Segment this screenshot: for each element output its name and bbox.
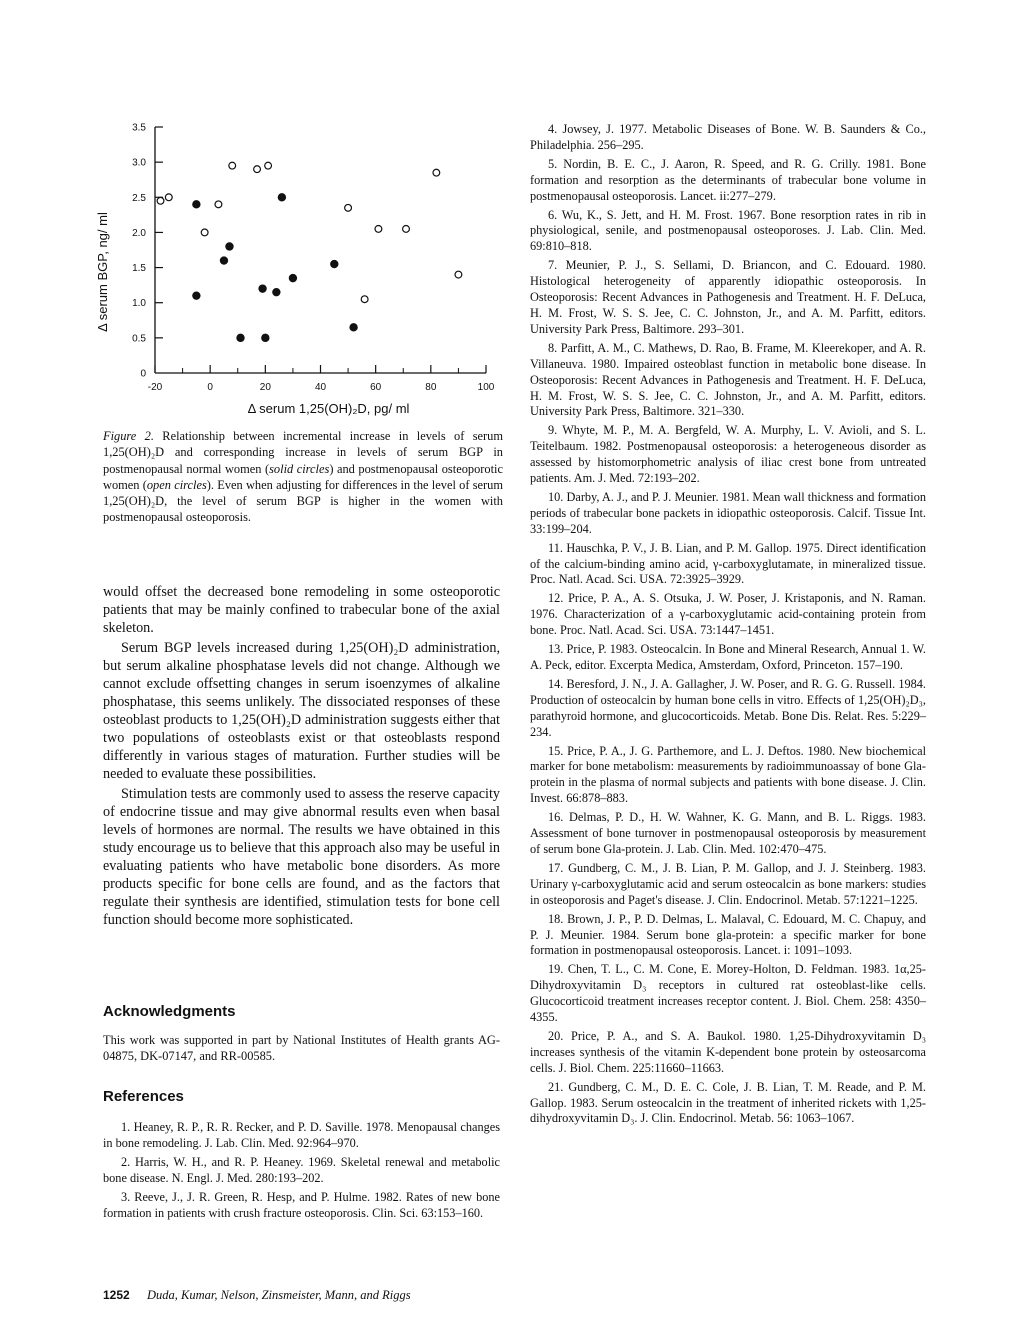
open-data-point xyxy=(165,194,172,201)
reference-item: 9. Whyte, M. P., M. A. Bergfeld, W. A. Murphy, L. V. Avioli, and S. L. Teitelbaum. 1982. Postmenopausal osteoporosis: a heterogeneous disorder as assessed by histomorphometric analysis of iliac crest bone from untreated patients. Am. J. Med. 72:193–202. xyxy=(530,423,926,486)
open-data-point xyxy=(254,166,261,173)
open-data-point xyxy=(403,226,410,233)
open-data-point xyxy=(361,296,368,303)
x-tick-label: 60 xyxy=(370,382,382,393)
open-data-point xyxy=(215,201,222,208)
running-head: Duda, Kumar, Nelson, Zinsmeister, Mann, and Riggs xyxy=(147,1288,411,1302)
body-text xyxy=(103,583,500,931)
solid-data-point xyxy=(331,260,338,267)
x-tick-label: 40 xyxy=(314,382,327,393)
reference-item: 8. Parfitt, A. M., C. Mathews, D. Rao, B. Frame, M. Kleerekoper, and A. R. Villaneuva. 1980. Impaired osteoblast function in metabolic bone disease. In Osteoporosis: Recent Advances in Pathogenesis and Treatment. H. F. DeLuca, H. M. Frost, W. S. S. Jee, C. C. Johnston, Jr., and A. M. Parfitt, editors. University Park Press, Baltimore. 321–330. xyxy=(530,340,926,419)
body-paragraph-1: would offset the decreased bone remodeling in some osteoporotic patients that may be mainly confined to trabecular bone of the axial skeleton. xyxy=(103,584,500,636)
reference-item: 7. Meunier, P. J., S. Sellami, D. Briancon, and C. Edouard. 1980. Histological heterogeneity of apparently idiopathic osteoporosis. In Osteoporosis: Recent Advances in Pathogenesis and Treatment. H. F. DeLuca, H. M. Frost, W. S. S. Jee, C. C. Johnston, Jr., and A. M. Parfitt, editors. University Park Press, Baltimore. 293–301. xyxy=(530,258,926,336)
references-list-left xyxy=(103,1120,500,1224)
caption-text-1: Relationship between incremental increase in levels of serum 1,25(OH)₂D and corresponding increase in levels of serum BGP in postmenopausal normal women ( xyxy=(103,429,504,476)
x-tick-label: -20 xyxy=(147,382,163,393)
figure-caption xyxy=(103,428,503,526)
y-axis-label: Δ serum BGP, ng/ ml xyxy=(95,212,110,332)
solid-data-point xyxy=(220,257,227,264)
reference-item: 16. Delmas, P. D., H. W. Wahner, K. G. Mann, and B. L. Riggs. 1983. Assessment of bone turnover in postmenopausal osteoporosis by measurement of serum bone Gla-protein. J. Lab. Clin. Med. 102:470–475. xyxy=(530,810,926,856)
x-tick-label: 0 xyxy=(207,382,213,393)
reference-item: 21. Gundberg, C. M., D. E. C. Cole, J. B. Lian, T. M. Reade, and P. M. Gallop. 1983. Serum osteocalcin in the treatment of inherited rickets with 1,25-dihydroxyvitamin D₃. J. Clin. Endocrinol. Metab. 56: 1063–1067. xyxy=(530,1079,926,1126)
open-data-point xyxy=(201,229,208,236)
reference-item: 2. Harris, W. H., and R. P. Heaney. 1969. Skeletal renewal and metabolic bone disease. N. Engl. J. Med. 280:193–202. xyxy=(103,1154,500,1185)
solid-data-point xyxy=(350,324,357,331)
reference-item: 19. Chen, T. L., C. M. Cone, E. Morey-Holton, D. Feldman. 1983. 1α,25-Dihydroxyvitamin D₃ receptors in cultured rat osteoblast-like cells. Glucocorticoid treatment increases receptor content. J. Biol. Chem. 258: 4350–4355. xyxy=(530,962,926,1025)
reference-item: 11. Hauschka, P. V., J. B. Lian, and P. M. Gallop. 1975. Direct identification of the calcium-binding amino acid, γ-carboxyglutamate, in mineralized tissue. Proc. Natl. Acad. Sci. USA. 72:3925–3929. xyxy=(530,540,926,587)
y-tick-label: 2.5 xyxy=(132,192,146,204)
caption-open-circles: open circles xyxy=(146,477,207,492)
solid-data-point xyxy=(278,194,285,201)
scatter-figure xyxy=(92,108,512,420)
solid-data-point xyxy=(193,201,200,208)
reference-item: 6. Wu, K., S. Jett, and H. M. Frost. 1967. Bone resorption rates in rib in physiological, senile, and postmenopausal osteoporoses. J. Lab. Clin. Med. 69:810–818. xyxy=(530,207,926,254)
reference-item: 1. Heaney, R. P., R. R. Recker, and P. D. Saville. 1978. Menopausal changes in bone remodeling. J. Lab. Clin. Med. 92:964–970. xyxy=(103,1120,500,1150)
open-data-point xyxy=(229,162,236,169)
y-tick-label: 1.0 xyxy=(132,298,146,310)
solid-data-point xyxy=(237,334,244,341)
x-tick-label: 20 xyxy=(259,382,271,393)
open-data-point xyxy=(265,162,272,169)
y-tick-label: 3.0 xyxy=(132,157,146,169)
open-data-point xyxy=(375,226,382,233)
body-paragraph-2: Serum BGP levels increased during 1,25(OH)₂D administration, but serum alkaline phosphatase levels did not change. Although we cannot exclude offsetting changes in serum isoenzymes of alkaline phosphatase, this seems unlikely. The dissociated responses of these osteoblast products to 1,25(OH)₂D administration suggests either that two populations of osteoblasts exist or that osteoblasts respond differently in various stages of maturation. Further studies will be needed to evaluate these possibilities. xyxy=(103,640,500,782)
reference-item: 20. Price, P. A., and S. A. Baukol. 1980. 1,25-Dihydroxyvitamin D₃ increases synthesis of the vitamin K-dependent bone protein by osteosarcoma cells. J. Biol. Chem. 225:11660–11663. xyxy=(530,1028,926,1075)
references-heading: References xyxy=(103,1088,184,1105)
open-data-point xyxy=(345,204,352,211)
x-tick-label: 80 xyxy=(425,382,437,393)
reference-item: 15. Price, P. A., J. G. Parthemore, and L. J. Deftos. 1980. New biochemical marker for bone metabolism: measurements by radioimmunoassay of bone Gla-protein in the plasma of normal subjects and patients with bone disease. J. Clin. Invest. 66:878–883. xyxy=(530,743,926,806)
solid-data-point xyxy=(259,285,266,292)
acknowledgments-heading: Acknowledgments xyxy=(103,1003,236,1020)
solid-data-point xyxy=(289,275,296,282)
reference-item: 12. Price, P. A., A. S. Otsuka, J. W. Poser, J. Kristaponis, and N. Raman. 1976. Characterization of a γ-carboxyglutamic acid-containing protein from bone. Proc. Natl. Acad. Sci. USA. 73:1447–1451. xyxy=(530,591,926,638)
reference-item: 13. Price, P. 1983. Osteocalcin. In Bone and Mineral Research, Annual 1. W. A. Peck, editor. Excerpta Medica, Amsterdam, Oxford, Princeton. 157–190. xyxy=(530,642,926,672)
reference-item: 4. Jowsey, J. 1977. Metabolic Diseases of Bone. W. B. Saunders & Co., Philadelphia. 256–295. xyxy=(530,122,926,152)
reference-item: 18. Brown, J. P., P. D. Delmas, L. Malaval, C. Edouard, M. C. Chapuy, and P. J. Meunier. 1984. Serum bone gla-protein: a specific marker for bone formation in postmenopausal osteoporosis. Lancet. i: 1091–1093. xyxy=(530,911,926,958)
body-paragraph-3: Stimulation tests are commonly used to assess the reserve capacity of endocrine tissue and may give abnormal results even when basal levels of hormones are normal. The results we have obtained in this study encourage us to believe that this approach also may be useful in evaluating patients who have metabolic bone disorders. As more products specific for bone cells are found, and as the factors that regulate their synthesis are identified, stimulation tests for bone cell function should become more sophisticated. xyxy=(103,786,500,928)
y-tick-label: 2.0 xyxy=(132,227,146,239)
y-tick-label: 0 xyxy=(140,368,146,380)
open-data-point xyxy=(157,197,164,204)
solid-data-point xyxy=(262,334,269,341)
scatter-chart xyxy=(92,108,512,420)
acknowledgments-text: This work was supported in part by National Institutes of Health grants AG-04875, DK-07147, and RR-00585. xyxy=(103,1033,500,1063)
reference-item: 14. Beresford, J. N., J. A. Gallagher, J. W. Poser, and R. G. G. Russell. 1984. Production of osteocalcin by human bone cells in vitro. Effects of 1,25(OH)₂D₃, parathyroid hormone, and glucocorticoids. Metab. Bone Dis. Relat. Res. 5:229–234. xyxy=(530,676,926,739)
y-tick-label: 0.5 xyxy=(132,333,146,345)
y-tick-label: 1.5 xyxy=(132,263,146,275)
reference-item: 3. Reeve, J., J. R. Green, R. Hesp, and P. Hulme. 1982. Rates of new bone formation in patients with crush fracture osteoporosis. Clin. Sci. 63:153–160. xyxy=(103,1189,500,1220)
caption-solid-circles: solid circles xyxy=(269,461,330,476)
page-number: 1252 xyxy=(103,1288,130,1302)
solid-data-point xyxy=(226,243,233,250)
x-tick-label: 100 xyxy=(477,382,495,393)
y-tick-label: 3.5 xyxy=(132,122,146,134)
x-axis-label: Δ serum 1,25(OH)₂D, pg/ ml xyxy=(247,401,410,416)
reference-item: 17. Gundberg, C. M., J. B. Lian, P. M. Gallop, and J. J. Steinberg. 1983. Urinary γ-carboxyglutamic acid and serum osteocalcin as bone markers: studies in osteoporosis and Paget's disease. J. Clin. Endocrinol. Metab. 57:1221–1225. xyxy=(530,860,926,907)
caption-text-2: ) and postmenopausal osteoporotic women ( xyxy=(103,461,503,492)
references-list-right xyxy=(530,122,926,1130)
solid-data-point xyxy=(193,292,200,299)
open-data-point xyxy=(433,169,440,176)
open-data-point xyxy=(455,271,462,278)
reference-item: 10. Darby, A. J., and P. J. Meunier. 1981. Mean wall thickness and formation periods of trabecular bone packets in idiopathic osteoporosis. Calcif. Tissue Int. 33:199–204. xyxy=(530,489,926,536)
solid-data-point xyxy=(273,289,280,296)
caption-text-3: ). Even when adjusting for differences in the level of serum 1,25(OH)₂D, the level of serum BGP is higher in the women with postmenopausal osteoporosis. xyxy=(103,477,503,525)
figure-label: Figure 2. xyxy=(103,429,154,443)
reference-item: 5. Nordin, B. E. C., J. Aaron, R. Speed, and R. G. Crilly. 1981. Bone formation and resorption as the determinants of trabecular bone volume in postmenopausal osteoporosis. Lancet. ii:277–279. xyxy=(530,156,926,203)
